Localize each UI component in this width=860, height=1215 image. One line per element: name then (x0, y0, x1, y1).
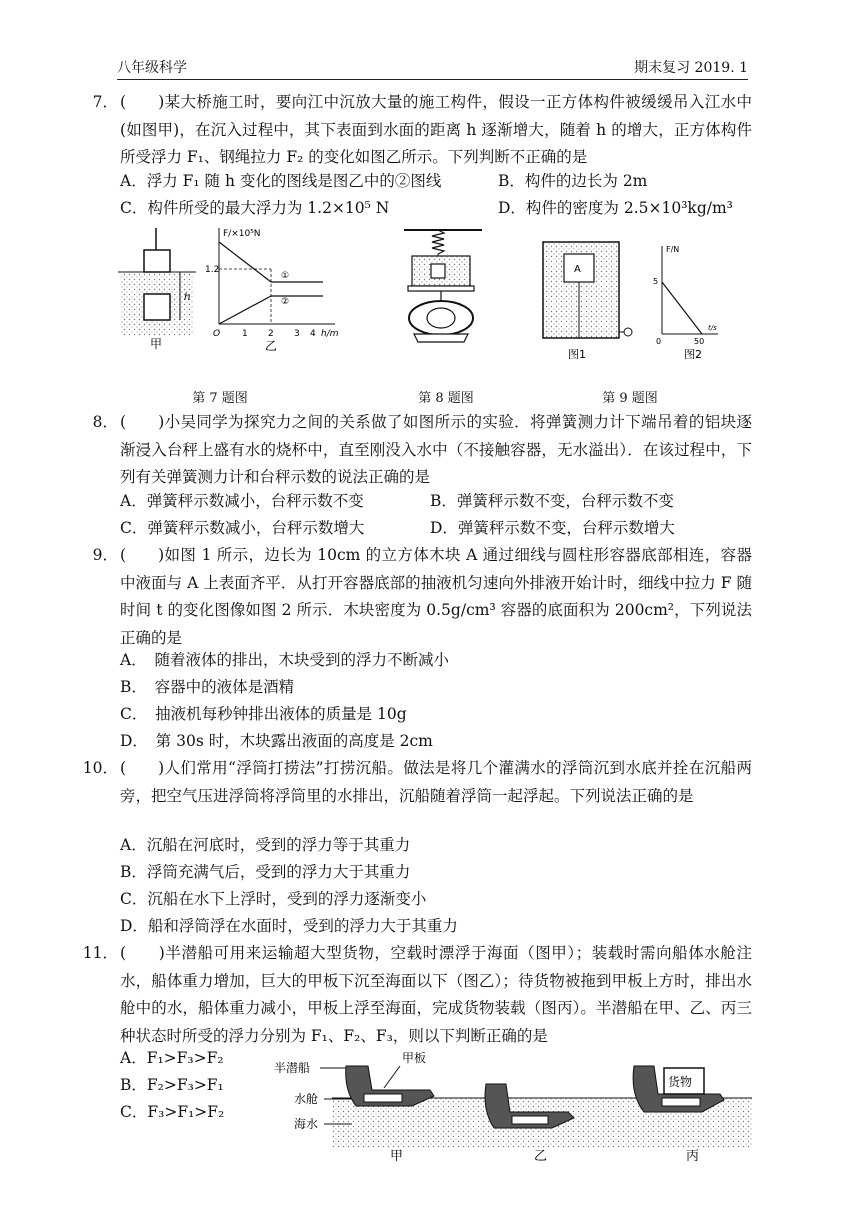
label-jia: 甲 (390, 1149, 404, 1164)
question-text: ( )小吴同学为探究力之间的关系做了如图所示的实验．将弹簧测力计下端吊着的铝块逐渐浸入台秤上盛有水的烧杯中，直至刚没入水中（不接触容器，无水溢出）．在该过程中，下列有关弹簧测力计和台秤示数的说法正确的是 (120, 413, 752, 486)
scale-dial (427, 308, 455, 328)
caption-7: 第 7 题图 (192, 391, 248, 406)
question-text: ( )某大桥施工时，要向江中沉放大量的施工构件，假设一正方体构件被缓缓吊入江水中(如图甲)，在沉入过程中，其下表面到水面的距离 h 逐渐增大，随着 h 的增大，正方体构件所受浮力 F₁、钢绳拉力 F₂ 的变化如图乙所示。下列判断不正确的是 (120, 93, 752, 166)
x-tick-1: 1 (242, 329, 248, 339)
q7-option-c: C．构件所受的最大浮力为 1.2×10⁵ N (120, 199, 390, 217)
x-tick-2: 2 (268, 329, 274, 339)
page-header (117, 57, 748, 80)
q7-option-b: B．构件的边长为 2m (498, 172, 648, 190)
label-bing: 丙 (686, 1149, 700, 1164)
question-11 (82, 940, 752, 1050)
label-cargo: 货物 (668, 1075, 693, 1089)
curve-2-label: ② (281, 297, 290, 307)
q10-option-d: D．船和浮筒浮在水面时，受到的浮力大于其重力 (120, 917, 458, 935)
deck-pointer (384, 1066, 400, 1088)
curve-1-label: ① (281, 271, 290, 281)
label-sea: 海水 (294, 1117, 319, 1131)
h-label: h (184, 292, 191, 303)
question-number: 7． (92, 93, 118, 111)
question-text: ( )半潜船可用来运输超大型货物，空载时漂浮于海面（图甲）；装载时需向船体水舱注水，船体重力增加，巨大的甲板下沉至海面以下（图乙）；待货物被拖到甲板上方时，排出水舱中的水，船体重力减小，甲板上浮至海面，完成货物装载（图丙）。半潜船在甲、乙、丙三种状态时所受的浮力分别为 F₁、F₂、F₃，则以下判断正确的是 (120, 944, 752, 1045)
f9-line (662, 282, 702, 334)
question-text: ( )人们常用“浮筒打捞法”打捞沉船。做法是将几个灌满水的浮筒沉到水底并拴在沉船两旁，把空气压进浮筒将浮筒里的水排出，沉船随着浮筒一起浮起。下列说法正确的是 (120, 759, 752, 805)
label-jia: 甲 (150, 337, 163, 351)
tank-jia (364, 1094, 402, 1102)
q9-option-c: C． 抽液机每秒钟排出液体的质量是 10g (120, 705, 407, 723)
pump-icon (624, 328, 632, 336)
q11-option-c: C．F₃>F₁>F₂ (120, 1103, 225, 1121)
caption-9: 第 9 题图 (602, 391, 658, 406)
q8-option-a: A．弹簧秤示数减小，台秤示数不变 (120, 492, 364, 510)
header-date: 期末复习 2019. 1 (634, 60, 748, 76)
question-number: 11． (82, 944, 118, 962)
label-ship: 半潜船 (274, 1061, 311, 1075)
question-number: 9． (92, 546, 118, 564)
tank-bing (662, 1098, 700, 1106)
y-axis-label: F/×10⁵N (223, 229, 261, 239)
question-9 (82, 542, 752, 652)
curve-1-down (219, 242, 271, 282)
figure-7-yi-chart (205, 224, 345, 354)
question-7 (82, 89, 752, 172)
f9-y-tick: 5 (653, 277, 659, 286)
question-text: ( )如图 1 所示，边长为 10cm 的立方体木块 A 通过细线与圆柱形容器底部相连，容器中液面与 A 上表面齐平．从打开容器底部的抽液机匀速向外排液开始计时，细线中拉力 F 随时间 t 的变化图像如图 2 所示．木块密度为 0.5g/cm³ 容器的底面积为 200cm²，下列说法正确的是 (120, 546, 752, 647)
scale-pan (408, 286, 474, 291)
figure-8 (398, 228, 488, 348)
label-tank: 水舱 (294, 1092, 319, 1106)
block-label: A (574, 264, 581, 275)
question-number: 8． (92, 413, 118, 431)
block-submerged (144, 294, 170, 320)
q10-option-a: A．沉船在河底时，受到的浮力等于其重力 (120, 836, 411, 854)
q10-option-c: C．沉船在水下上浮时，受到的浮力逐渐变小 (120, 890, 427, 908)
scale-base (414, 334, 468, 342)
q7-option-d: D．构件的密度为 2.5×10³kg/m³ (498, 199, 733, 217)
q11-option-a: A．F₁>F₃>F₂ (120, 1049, 224, 1067)
q8-option-c: C．弹簧秤示数减小，台秤示数增大 (120, 519, 365, 537)
x-tick-3: 3 (294, 329, 300, 339)
label-yi: 乙 (534, 1149, 548, 1164)
q9-option-b: B． 容器中的液体是酒精 (120, 678, 295, 696)
f9-origin: 0 (656, 337, 662, 346)
x-axis-label: h/m (321, 329, 339, 339)
tank-yi (512, 1116, 548, 1124)
question-10 (82, 755, 752, 810)
q8-option-b: B．弹簧秤示数不变，台秤示数不变 (430, 492, 674, 510)
curve-2-up (219, 296, 271, 324)
q9-option-d: D． 第 30s 时，木块露出液面的高度是 2cm (120, 732, 433, 750)
q10-option-b: B．浮筒充满气后，受到的浮力大于其重力 (120, 863, 411, 881)
figure-11 (272, 1050, 752, 1165)
aluminum-block (431, 264, 445, 278)
caption-8: 第 8 题图 (418, 391, 474, 406)
q11-option-b: B．F₂>F₃>F₁ (120, 1076, 224, 1094)
q7-option-a: A．浮力 F₁ 随 h 变化的图线是图乙中的②图线 (120, 172, 442, 190)
q8-option-d: D．弹簧秤示数不变，台秤示数增大 (430, 519, 675, 537)
question-number: 10． (82, 759, 118, 777)
spring-scale (432, 230, 444, 254)
fig9-label-1: 图1 (568, 348, 586, 361)
header-subject: 八年级科学 (117, 60, 187, 76)
f9-y-axis-label: F/N (666, 245, 680, 254)
block-above (144, 250, 170, 272)
label-deck: 甲板 (402, 1051, 427, 1065)
q9-option-a: A． 随着液体的排出，木块受到的浮力不断减小 (120, 651, 449, 669)
f9-x-axis-label: t/s (708, 324, 717, 332)
x-tick-4: 4 (310, 329, 316, 339)
figure-9 (540, 240, 720, 370)
figure-7-jia (118, 228, 198, 353)
x-tick-o: O (213, 329, 221, 339)
f9-x-tick: 50 (694, 337, 705, 346)
fig9-label-2: 图2 (684, 348, 702, 361)
label-yi: 乙 (265, 339, 278, 353)
y-tick-1-2: 1.2 (205, 265, 220, 275)
question-8 (82, 409, 752, 492)
